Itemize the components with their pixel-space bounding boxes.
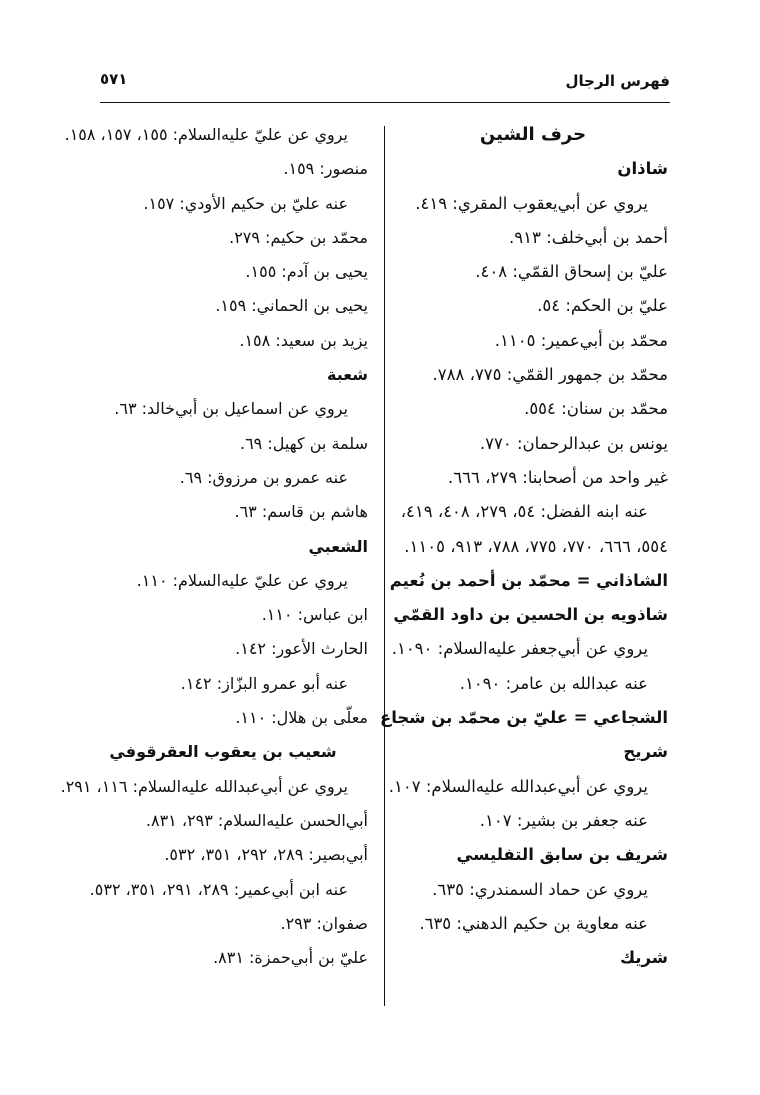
entry-line: يزيد بن سعيد: ١٥٨. — [239, 330, 368, 350]
running-title: فهرس الرجال — [565, 72, 670, 90]
page-header — [100, 62, 670, 98]
entry-line: عنه عليّ بن حكيم الأودي: ١٥٧. — [143, 193, 348, 213]
entry-line: عنه ابن أبي‌عمير: ٢٨٩، ٢٩١، ٣٥١، ٥٣٢. — [89, 879, 348, 899]
entry-line: عنه عبدالله بن عامر: ١٠٩٠. — [459, 673, 648, 693]
entry-line: عنه معاوية بن حكيم الدهني: ٦٣٥. — [419, 913, 648, 933]
entry-line: أحمد بن أبي‌خلف: ٩١٣. — [509, 227, 668, 247]
entry-line: غير واحد من أصحابنا: ٢٧٩، ٦٦٦. — [448, 467, 668, 487]
entry-line: عنه عمرو بن مرزوق: ٦٩. — [179, 467, 348, 487]
entry-heading: الشعبي — [308, 536, 368, 556]
entry-line: معلّى بن هلال: ١١٠. — [235, 708, 368, 728]
page-number: ٥٧١ — [100, 70, 128, 88]
entry-line: منصور: ١٥٩. — [283, 159, 368, 179]
entry-line: يروي عن أبي‌عبدالله عليه‌السلام: ١١٦، ٢٩١. — [60, 776, 348, 796]
left-column — [60, 118, 368, 975]
entry-line: الحارث الأعور: ١٤٢. — [235, 639, 368, 659]
entry-heading: شاذان — [617, 159, 668, 179]
entry-line: يروي عن أبي‌عبدالله عليه‌السلام: ١٠٧. — [388, 776, 648, 796]
entry-heading: شريح — [623, 742, 668, 762]
header-rule — [100, 102, 670, 103]
entry-line: يونس بن عبدالرحمان: ٧٧٠. — [479, 433, 668, 453]
entry-line: يروي عن أبي‌جعفر عليه‌السلام: ١٠٩٠. — [391, 639, 648, 659]
entry-line: يحيى بن آدم: ١٥٥. — [245, 262, 368, 282]
right-column — [379, 118, 668, 975]
column-divider — [384, 126, 385, 1006]
entry-heading: شريك — [619, 948, 668, 968]
entry-line: يروي عن عليّ عليه‌السلام: ١٥٥، ١٥٧، ١٥٨. — [64, 125, 348, 144]
entry-line: محمّد بن سنان: ٥٥٤. — [524, 399, 668, 419]
entry-line: يروي عن اسماعيل بن أبي‌خالد: ٦٣. — [114, 399, 348, 419]
entry-heading: الشاذاني = محمّد بن أحمد بن نُعيم — [389, 570, 668, 590]
entry-line: عليّ بن الحكم: ٥٤. — [537, 296, 668, 316]
entry-line: يحيى بن الحماني: ١٥٩. — [215, 296, 368, 316]
section-heading: حرف الشين — [479, 124, 587, 145]
entry-line: محمّد بن حكيم: ٢٧٩. — [229, 227, 368, 247]
entry-heading: شاذويه بن الحسين بن داود القمّي — [393, 605, 668, 625]
entry-line: عنه أبو عمرو البزّاز: ١٤٢. — [180, 673, 348, 693]
entry-line: هاشم بن قاسم: ٦٣. — [234, 502, 368, 522]
entry-line: يروي عن حماد السمندري: ٦٣٥. — [432, 879, 648, 899]
entry-line: ٥٥٤، ٦٦٦، ٧٧٠، ٧٧٥، ٧٨٨، ٩١٣، ١١٠٥. — [404, 536, 668, 556]
entry-line: محمّد بن أبي‌عمير: ١١٠٥. — [494, 330, 668, 350]
entry-heading: الشجاعي = عليّ بن محمّد بن شجاع — [379, 708, 668, 728]
entry-line: ابن عباس: ١١٠. — [261, 605, 368, 625]
entry-heading: شريف بن سابق التفليسي — [456, 845, 668, 865]
entry-line: أبي‌بصير: ٢٨٩، ٢٩٢، ٣٥١، ٥٣٢. — [164, 845, 368, 865]
entry-line: أبي‌الحسن عليه‌السلام: ٢٩٣، ٨٣١. — [145, 810, 368, 830]
entry-line: عليّ بن أبي‌حمزة: ٨٣١. — [213, 948, 368, 968]
entry-heading: شعبة — [327, 365, 368, 385]
entry-line: سلمة بن كهيل: ٦٩. — [239, 433, 368, 453]
entry-line: عليّ بن إسحاق القمّي: ٤٠٨. — [475, 262, 668, 282]
entry-heading: شعيب بن يعقوب العقرقوفي — [109, 742, 337, 762]
entry-line: عنه جعفر بن بشير: ١٠٧. — [479, 810, 648, 830]
entry-line: يروي عن أبي‌يعقوب المقري: ٤١٩. — [415, 193, 648, 213]
entry-line: يروي عن عليّ عليه‌السلام: ١١٠. — [136, 570, 348, 590]
entry-line: صفوان: ٢٩٣. — [280, 913, 368, 933]
entry-line: محمّد بن جمهور القمّي: ٧٧٥، ٧٨٨. — [432, 365, 668, 385]
entry-line: عنه ابنه الفضل: ٥٤، ٢٧٩، ٤٠٨، ٤١٩، — [400, 502, 648, 522]
